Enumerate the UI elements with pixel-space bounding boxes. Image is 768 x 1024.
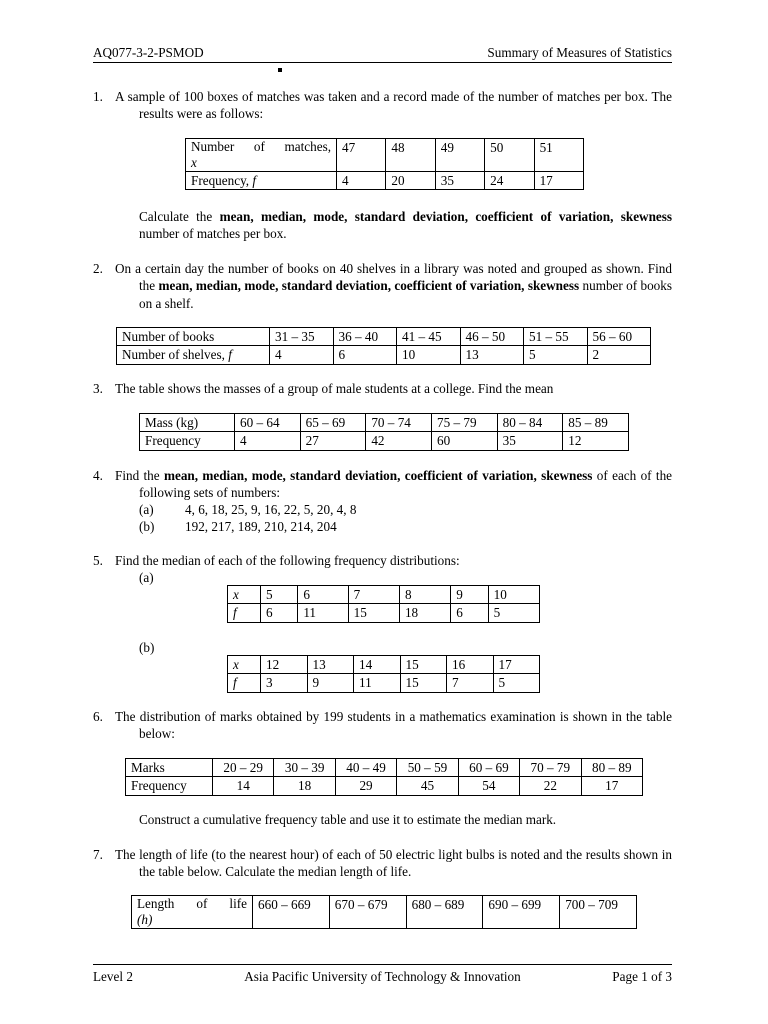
question-5-text: Find the median of each of the following frequency distributions: [115, 553, 460, 568]
x-0: 47 [337, 139, 386, 172]
f-4: 17 [534, 171, 583, 189]
question-6-instruction: Construct a cumulative frequency table and use it to estimate the median mark. [139, 812, 557, 827]
course-level: Level 2 [93, 969, 133, 984]
f-3: 24 [485, 171, 534, 189]
question-5b-label: (b) [139, 640, 155, 655]
question-4a: (a) 4, 6, 18, 25, 9, 16, 22, 5, 20, 4, 8 [139, 502, 357, 517]
page-number: Page 1 of 3 [612, 969, 672, 984]
document-title: Summary of Measures of Statistics [487, 45, 672, 60]
matches-table: Number of matches, x 47 48 49 50 51 Frequency, f 4 20 35 24 17 [185, 138, 584, 190]
f-1: 20 [386, 171, 435, 189]
question-5a-label: (a) [139, 570, 154, 585]
page-footer [93, 964, 672, 985]
mass-table: Mass (kg) 60 – 64 65 – 69 70 – 74 75 – 79 80 – 84 85 – 89 Frequency 4 27 42 60 35 12 [139, 413, 629, 451]
f-2: 35 [435, 171, 484, 189]
marks-table: Marks 20 – 29 30 – 39 40 – 49 50 – 59 60 – 69 70 – 79 80 – 89 Frequency 14 18 29 45 54 22 17 [125, 758, 643, 796]
document-code: AQ077-3-2-PSMOD [93, 45, 204, 60]
question-7-text: The length of life (to the nearest hour) of each of 50 electric light bulbs is noted and the results shown in the table below. Calculate the median length of life. [115, 847, 672, 880]
institution-name: Asia Pacific University of Technology & Innovation [244, 969, 521, 984]
x-1: 48 [386, 139, 435, 172]
x-4: 51 [534, 139, 583, 172]
distribution-b-table: x 12 13 14 15 16 17 f 3 9 11 15 7 5 [227, 655, 540, 693]
f-0: 4 [337, 171, 386, 189]
question-4-text: Find the mean, median, mode, standard deviation, coefficient of variation, skewness of each of the following sets of numbers: [115, 468, 673, 501]
question-2: 2. On a certain day the number of books on 40 shelves in a library was noted and grouped as shown. Find the mean, median, mode, standard deviation, coefficient of variation, skewness number of books on a shelf. [93, 261, 672, 311]
question-1-instruction: Calculate the mean, median, mode, standard deviation, coefficient of variation, skewness number of matches per box. [139, 209, 673, 242]
x-3: 50 [485, 139, 534, 172]
question-6-text: The distribution of marks obtained by 199 students in a mathematics examination is shown in the table below: [115, 709, 672, 742]
question-7: 7. The length of life (to the nearest hour) of each of 50 electric light bulbs is noted and the results shown in the table below. Calculate the median length of life. [93, 847, 672, 880]
question-3-text: The table shows the masses of a group of male students at a college. Find the mean [115, 381, 554, 396]
bullet-mark [278, 68, 282, 72]
question-5: 5. Find the median of each of the following frequency distributions: [93, 552, 672, 569]
x-2: 49 [435, 139, 484, 172]
distribution-a-table: x 5 6 7 8 9 10 f 6 11 15 18 6 5 [227, 585, 540, 623]
question-4: 4. Find the mean, median, mode, standard deviation, coefficient of variation, skewness of each of the following sets of numbers: [93, 468, 673, 501]
question-2-text: On a certain day the number of books on 40 shelves in a library was noted and grouped as shown. Find the mean, median, mode, standard deviation, coefficient of variation, skewness number of books on a shelf. [115, 261, 672, 311]
question-3: 3. The table shows the masses of a group of male students at a college. Find the mean [93, 380, 672, 397]
question-1: 1. A sample of 100 boxes of matches was taken and a record made of the number of matches per box. The results were as follows: [93, 89, 672, 122]
question-4b: (b) 192, 217, 189, 210, 214, 204 [139, 519, 337, 534]
question-6: 6. The distribution of marks obtained by 199 students in a mathematics examination is shown in the table below: [93, 709, 672, 742]
books-table: Number of books 31 – 35 36 – 40 41 – 45 46 – 50 51 – 55 56 – 60 Number of shelves, f 4 6 10 13 5 2 [116, 327, 651, 365]
bulb-life-table: Length of life (h) 660 – 669 670 – 679 680 – 689 690 – 699 700 – 709 [131, 895, 637, 929]
page-header [93, 44, 672, 63]
question-1-text: A sample of 100 boxes of matches was taken and a record made of the number of matches per box. The results were as follows: [115, 89, 672, 122]
